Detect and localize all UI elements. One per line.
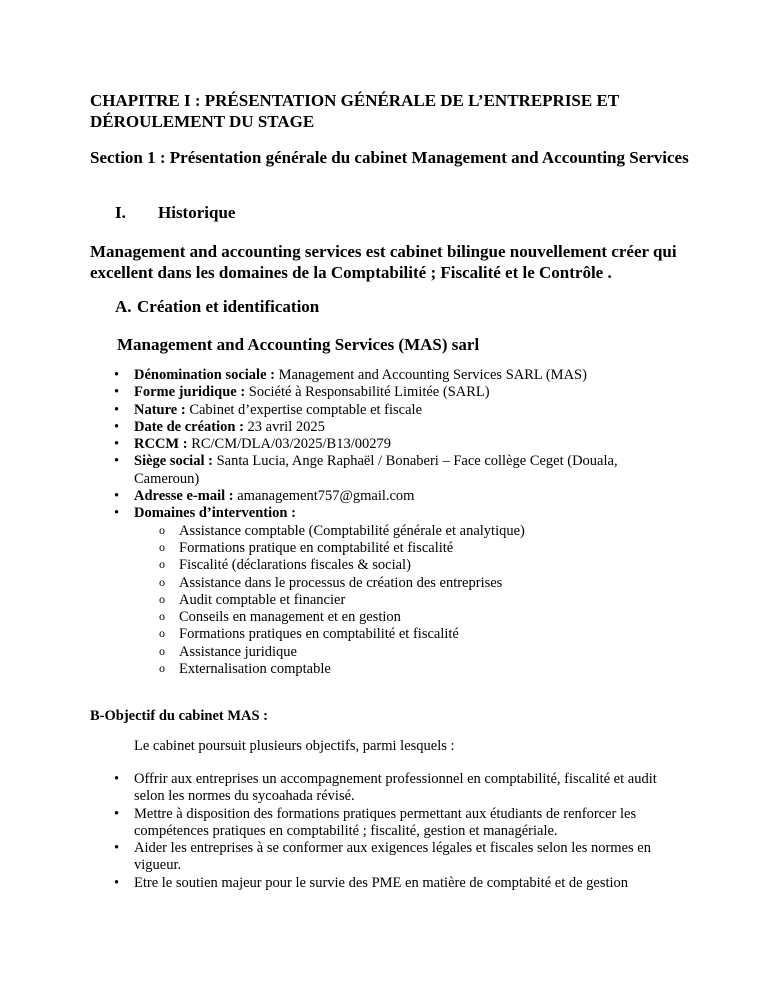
list-item — [114, 367, 674, 384]
item-value: Cabinet d’expertise comptable et fiscale — [185, 401, 423, 418]
creation-title: Création et identification — [137, 297, 320, 316]
sub-list-item: o Externalisation comptable — [134, 661, 674, 678]
objectif-intro: Le cabinet poursuit plusieurs objectifs, parmi lesquels : — [134, 738, 455, 754]
list-item — [114, 402, 674, 419]
historique-heading — [115, 202, 235, 223]
objectif-heading: B-Objectif du cabinet MAS : — [90, 708, 269, 724]
item-label: Nature : — [134, 401, 186, 418]
item-value: Management and Accounting Services SARL (MAS) — [274, 367, 587, 383]
list-item — [114, 436, 674, 453]
sub-list-item: o Fiscalité (déclarations fiscales & social) — [134, 557, 674, 574]
item-label: Forme juridique : — [134, 384, 246, 401]
list-item: • Mettre à disposition des formations pratiques permettant aux étudiants de renforcer les compétences pratiques en comptabilité ; fiscalité, gestion et managériale. — [114, 806, 684, 841]
sub-list-item: o Assistance dans le processus de création des entreprises — [134, 575, 674, 592]
identification-list — [114, 367, 674, 678]
chapter-title: CHAPITRE I : PRÉSENTATION GÉNÉRALE DE L’ENTREPRISE ET DÉROULEMENT DU STAGE — [90, 91, 619, 131]
item-label: Siège social : — [134, 453, 213, 470]
item-value: RC/CM/DLA/03/2025/B13/00279 — [187, 436, 391, 453]
item-value: amanagement757@gmail.com — [233, 488, 415, 505]
sub-list-item: o Conseils en management et en gestion — [134, 609, 674, 626]
historique-number: I. — [115, 203, 126, 222]
list-item — [114, 384, 674, 401]
item-label: Dénomination sociale : — [134, 367, 275, 383]
item-value: Société à Responsabilité Limitée (SARL) — [245, 384, 490, 401]
domaines-list — [134, 523, 674, 679]
sub-list-item: o Assistance comptable (Comptabilité générale et analytique) — [134, 523, 674, 540]
company-name: Management and Accounting Services (MAS) sarl — [117, 335, 480, 354]
list-item — [114, 453, 674, 488]
item-label: Domaines d’intervention : — [134, 505, 296, 522]
sub-list-item: o Formations pratiques en comptabilité et fiscalité — [134, 626, 674, 643]
list-item — [114, 419, 674, 436]
objectifs-list — [114, 771, 684, 892]
creation-letter: A. — [115, 297, 132, 316]
intro-paragraph: Management and accounting services est cabinet bilingue nouvellement créer qui excellent dans les domaines de la Comptabilité ; Fiscalité et le Contrôle . — [90, 242, 677, 282]
item-value: Santa Lucia, Ange Raphaël / Bonaberi – Face collège Ceget (Douala, Cameroun) — [134, 453, 618, 487]
section-title: Section 1 : Présentation générale du cabinet Management and Accounting Services — [90, 148, 689, 167]
sub-list-item: o Assistance juridique — [134, 644, 674, 661]
list-item — [114, 505, 674, 678]
list-item: • Etre le soutien majeur pour le survie des PME en matière de comptabité et de gestion — [114, 875, 684, 892]
item-label: Adresse e-mail : — [134, 488, 234, 505]
list-item: • Aider les entreprises à se conformer aux exigences légales et fiscales selon les normes en vigueur. — [114, 840, 684, 875]
historique-title: Historique — [158, 203, 236, 222]
sub-list-item: o Audit comptable et financier — [134, 592, 674, 609]
list-item: • Offrir aux entreprises un accompagnement professionnel en comptabilité, fiscalité et audit selon les normes du sycoahada révisé. — [114, 771, 684, 806]
item-label: RCCM : — [134, 436, 188, 453]
sub-list-item: o Formations pratique en comptabilité et fiscalité — [134, 540, 674, 557]
list-item — [114, 488, 674, 505]
creation-heading — [115, 296, 319, 317]
item-value: 23 avril 2025 — [243, 418, 325, 435]
item-label: Date de création : — [134, 418, 244, 435]
